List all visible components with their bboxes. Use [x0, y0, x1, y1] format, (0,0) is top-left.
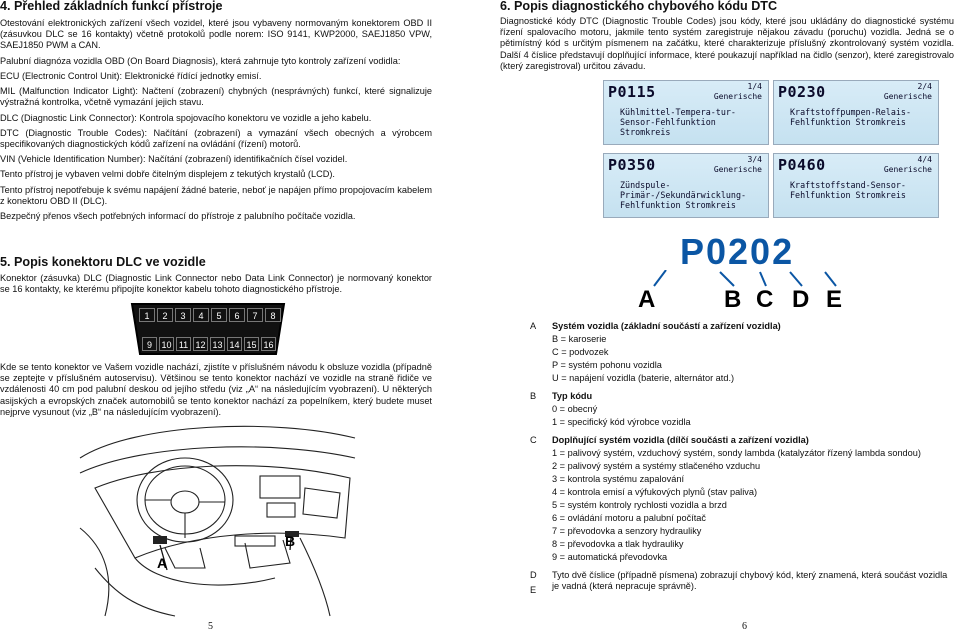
legend-item: B = karoserie	[552, 334, 607, 344]
code-description: Kühlmittel-Tempera-tur-Sensor-Fehlfunktion Stromkreis	[620, 107, 736, 137]
label-location-a: A	[157, 555, 168, 571]
legend-title-a: Systém vozidla (základní součástí a zařízení vozidla)	[552, 321, 781, 331]
diagram-letter-e: E	[826, 286, 843, 313]
dlc-location: Kde se tento konektor ve Vašem vozidle nachází, zjistíte v příslušném návodu k obsluze vozidla (případně se zeptejte v příslušném autoservisu). Většinou se tento konektor nachází ve vozidle na straně řidiče ve vzdálenosti 40 cm pod palubní deskou od jejího středu (viz „A“ na následujícím vyobrazení). U některých asijských a evropských značek automobilů se tento konektor nachází za popelníkem, který budete muset nejprve vysunout (viz „B“ na následujícím vyobrazení).	[0, 362, 432, 417]
diagram-connector-lines-icon	[640, 270, 860, 288]
code-description: Kraftstoffstand-Sensor-Fehlfunktion Stromkreis	[790, 180, 906, 200]
section-heading-4: 4. Přehled základních funkcí přístroje	[0, 0, 223, 13]
legend-item: 7 = převodovka a senzory hydrauliky	[552, 526, 702, 536]
legend-item: 2 = palivový systém a systémy stlačeného vzduchu	[552, 461, 761, 471]
connector-pin: 11	[176, 337, 191, 351]
paragraph-obd: Otestování elektronických zařízení všech vozidel, které jsou vybaveny normovaným konektorem OBD II (zásuvkou DLC se 16 kontakty) včetně protokolů podle norem: ISO 9141, KWP2000, SAEJ1850 VPW, SAEJ1850 PWM a CAN.	[0, 18, 432, 51]
screen-counter: 1/4	[747, 82, 762, 91]
connector-pin: 7	[247, 308, 263, 322]
legend-item: 3 = kontrola systému zapalování	[552, 474, 685, 484]
legend-item: 0 = obecný	[552, 404, 598, 414]
lcd-screen	[603, 80, 769, 145]
car-interior-illustration	[75, 418, 360, 618]
screen-counter: 4/4	[917, 155, 932, 164]
screen-counter: 3/4	[747, 155, 762, 164]
diagram-letter-a: A	[638, 286, 656, 313]
lcd-screen	[773, 80, 939, 145]
diagram-letter-b: B	[724, 286, 742, 313]
diagram-code: P0202	[680, 231, 795, 272]
legend-letter-e: E	[530, 585, 537, 595]
legend-item: 9 = automatická převodovka	[552, 552, 668, 562]
connector-pin: 9	[142, 337, 157, 351]
code-type: Generische	[883, 165, 932, 174]
legend-item: 5 = systém kontroly rychlosti vozidla a brzd	[552, 500, 727, 510]
paragraph-palubni: Palubní diagnóza vozidla OBD (On Board Diagnosis), která zahrnuje tyto kontroly zařízení vodidla:	[0, 55, 401, 66]
section-heading-6: 6. Popis diagnostického chybového kódu DTC	[500, 0, 778, 13]
connector-pin: 2	[157, 308, 173, 322]
legend-item: P = systém pohonu vozidla	[552, 360, 662, 370]
legend-title-b: Typ kódu	[552, 391, 593, 401]
legend-letter-a: A	[530, 321, 537, 331]
connector-pin: 15	[244, 337, 259, 351]
paragraph-lcd: Tento přístroj je vybaven velmi dobře čitelným displejem z tekutých krystalů (LCD).	[0, 169, 335, 180]
dtc-intro: Diagnostické kódy DTC (Diagnostic Trouble Codes) jsou kódy, které jsou ukládány do diagnostické systému řízení spalovacího motoru, jakmile tento systém zaregistruje nějakou závadu (poruchu) vozidla. Jedná se o pětimístný kód s určitým písmenem na začátku, které charakterizuje příslušný zkontrolovaný systém vozidla. Další 4 číslice představují doplňující informace, které poukazují například na čidlo (senzor), které zaregistrovalo (který zaregistroval) určitou závadu.	[500, 16, 954, 71]
code-type: Generische	[713, 92, 762, 101]
connector-pin: 3	[175, 308, 191, 322]
dtc-code: P0115	[608, 83, 656, 101]
label-location-b: B	[285, 533, 296, 549]
legend-item: 1 = specifický kód výrobce vozidla	[552, 417, 691, 427]
paragraph-ecu: ECU (Electronic Control Unit): Elektronické řídící jednotky emisí.	[0, 70, 262, 81]
legend-item: U = napájení vozidla (baterie, alternátor atd.)	[552, 373, 735, 383]
code-type: Generische	[713, 165, 762, 174]
legend-letter-d: D	[530, 570, 537, 580]
paragraph-dlc: DLC (Diagnostic Link Connector): Kontrola spojovacího konektoru ve vozidle a jeho kabelu.	[0, 112, 372, 123]
connector-pin: 1	[139, 308, 155, 322]
legend-item: C = podvozek	[552, 347, 609, 357]
dtc-code: P0350	[608, 156, 656, 174]
screen-counter: 2/4	[917, 82, 932, 91]
paragraph-vin: VIN (Vehicle Identification Number): Načítání (zobrazení) identifikačních čísel vozidel.	[0, 154, 348, 165]
legend-item: 8 = převodovka a tlak hydrauliky	[552, 539, 684, 549]
right-page	[480, 0, 960, 631]
dlc-connector-diagram	[128, 300, 288, 358]
page-number-left: 5	[208, 621, 213, 631]
diagram-letter-c: C	[756, 286, 774, 313]
lcd-screen	[773, 153, 939, 218]
page-number-right: 6	[742, 621, 747, 631]
legend-title-c: Doplňující systém vozidla (dílčí součásti a zařízení vozidla)	[552, 435, 809, 445]
paragraph-dtc: DTC (Diagnostic Trouble Codes): Načítání (zobrazení) a vymazání všech obecných a výrobcem specifikovaných diagnostických kódů zařízení na ovládání (řízení) motorů.	[0, 127, 432, 149]
connector-pin: 4	[193, 308, 209, 322]
legend-text-de: Tyto dvě číslice (případně písmena) zobrazují chybový kód, který znamená, která součást vozidla je vadná (která nepracuje správně).	[552, 570, 948, 592]
connector-pin: 16	[261, 337, 276, 351]
feature-list	[0, 18, 432, 226]
connector-pin: 5	[211, 308, 227, 322]
dtc-code: P0460	[778, 156, 826, 174]
legend-item: 1 = palivový systém, vzduchový systém, sondy lambda (katalyzátor řízený lambda sondou)	[552, 448, 921, 458]
connector-pin: 14	[227, 337, 242, 351]
legend-letter-b: B	[530, 391, 537, 401]
dtc-legend	[480, 321, 960, 601]
connector-pin: 10	[159, 337, 174, 351]
code-description: Kraftstoffpumpen-Relais-Fehlfunktion Stromkreis	[790, 107, 912, 127]
connector-pin: 8	[265, 308, 281, 322]
code-type: Generische	[883, 92, 932, 101]
connector-pin: 13	[210, 337, 225, 351]
lcd-screen	[603, 153, 769, 218]
dtc-code: P0230	[778, 83, 826, 101]
dlc-intro: Konektor (zásuvka) DLC (Diagnostic Link Connector nebo Data Link Connector) je normovaný konektor se 16 kontakty, ke kterému připojíte konektor kabelu tohoto diagnostického přístroje.	[0, 273, 432, 295]
paragraph-transfer: Bezpečný přenos všech potřebných informací do přístroje z palubního počítače vozidla.	[0, 211, 356, 222]
dtc-code-diagram	[638, 230, 850, 313]
legend-letter-c: C	[530, 435, 537, 445]
diagram-letter-d: D	[792, 286, 810, 313]
connector-pin: 12	[193, 337, 208, 351]
code-description: Zündspule-Primär-/Sekundärwicklung-Fehlfunktion Stromkreis	[620, 180, 747, 210]
legend-item: 6 = ovládání motoru a palubní počítač	[552, 513, 706, 523]
legend-item: 4 = kontrola emisí a výfukových plynů (stav paliva)	[552, 487, 758, 497]
paragraph-mil: MIL (Malfunction Indicator Light): Načtení (zobrazení) chybných (nesprávných) funkcí, které signalizuje výstražná kontrolka, včetně vymazání jejich stavu.	[0, 86, 432, 108]
section-heading-5: 5. Popis konektoru DLC ve vozidle	[0, 255, 206, 269]
paragraph-power: Tento přístroj nepotřebuje k svému napájení žádné baterie, neboť je napájen přímo propojovacím kabelem z konektoru OBD II (DLC).	[0, 184, 432, 206]
connector-pin: 6	[229, 308, 245, 322]
